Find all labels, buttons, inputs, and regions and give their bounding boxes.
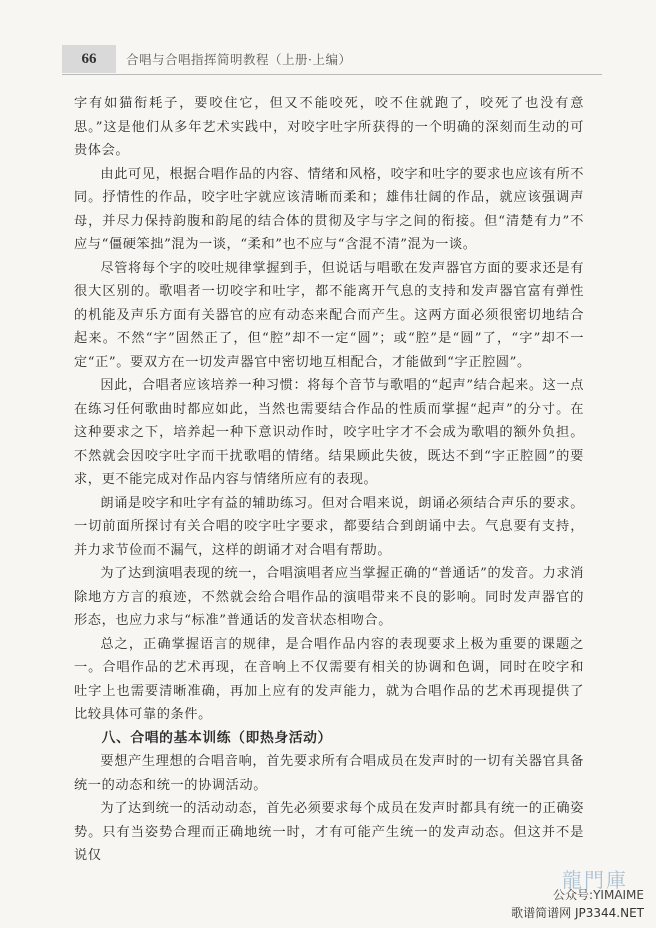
page-number: 66	[62, 45, 116, 73]
paragraph-9: 为了达到统一的活动动态，首先必须要求每个成员在发声时都具有统一的正确姿势。只有当姿势合理而正确地统一时，才有可能产生统一的发声动态。但这并不是说仅	[74, 801, 584, 863]
page-header	[62, 44, 602, 75]
paragraph-6: 为了达到演唱表现的统一，合唱演唱者应当掌握正确的“普通话”的发音。力求消除地方方言的痕迹，不然就会给合唱作品的演唱带来不良的影响。同时发声器官的形态，也应力求与“标准”普通话的发音状态相吻合。	[74, 566, 584, 628]
running-title: 合唱与合唱指挥简明教程（上册·上编）	[126, 52, 352, 67]
watermark-site: 歌谱简谱网 JP3344.NET	[511, 906, 644, 920]
watermark	[488, 864, 648, 924]
paragraph-8: 要想产生理想的合唱音响，首先要求所有合唱成员在发声时的一切有关器官具备统一的动态和统一的协调活动。	[74, 754, 584, 793]
watermark-logo: 龍門庫	[562, 868, 628, 892]
paragraph-2: 由此可见，根据合唱作品的内容、情绪和风格，咬字和吐字的要求也应该有所不同。抒情性的作品，咬字吐字就应该清晰而柔和；雄伟壮阔的作品，就应该强调声母，并尽力保持韵腹和韵尾的结合体的贯彻及字与字之间的衔接。但“清楚有力”不应与“僵硬笨拙”混为一谈，“柔和”也不应与“含混不清”混为一谈。	[74, 166, 584, 252]
paragraph-3: 尽管将每个字的咬吐规律掌握到手，但说话与唱歌在发声器官方面的要求还是有很大区别的。歌唱者一切咬字和吐字，都不能离开气息的支持和发声器官富有弹性的机能及声乐方面有关器官的应有动态来配合而产生。这两方面必须很密切地结合起来。不然“字”固然正了，但“腔”却不一定“圆”；或“腔”是“圆”了，“字”却不一定“正”。要双方在一切发声器官中密切地互相配合，才能做到“字正腔圆”。	[74, 260, 584, 370]
paragraph-4: 因此，合唱者应该培养一种习惯：将每个音节与歌唱的“起声”结合起来。这一点在练习任何歌曲时都应如此，当然也需要结合作品的性质而掌握“起声”的分寸。在这种要求之下，培养起一种下意识动作时，咬字吐字才不会成为歌唱的额外负担。不然就会因咬字吐字而干扰歌唱的情绪。结果顾此失彼，既达不到“字正腔圆”的要求，更不能完成对作品内容与情绪所应有的表现。	[74, 378, 584, 487]
watermark-account: 公众号:YIMAIME	[553, 888, 644, 902]
section-heading: 八、合唱的基本训练（即热身活动）	[101, 729, 332, 746]
paragraph-7: 总之，正确掌握语言的规律，是合唱作品内容的表现要求上极为重要的课题之一。合唱作品的艺术再现，在音响上不仅需要有相关的协调和色调，同时在咬字和吐字上也需要清晰准确，再加上应有的发声能力，就为合唱作品的艺术再现提供了比较具体可靠的条件。	[74, 636, 584, 722]
body-text	[74, 92, 584, 868]
paragraph-1: 字有如猫衔耗子，要咬住它，但又不能咬死，咬不住就跑了，咬死了也没有意思。”这是他们从多年艺术实践中，对咬字吐字所获得的一个明确的深刻而生动的可贵体会。	[74, 96, 584, 158]
paragraph-5: 朗诵是咬字和吐字有益的辅助练习。但对合唱来说，朗诵必须结合声乐的要求。一切前面所探讨有关合唱的咬字吐字要求，都要结合到朗诵中去。气息要有支持，并力求节俭而不漏气，这样的朗诵才对合唱有帮助。	[74, 495, 584, 558]
